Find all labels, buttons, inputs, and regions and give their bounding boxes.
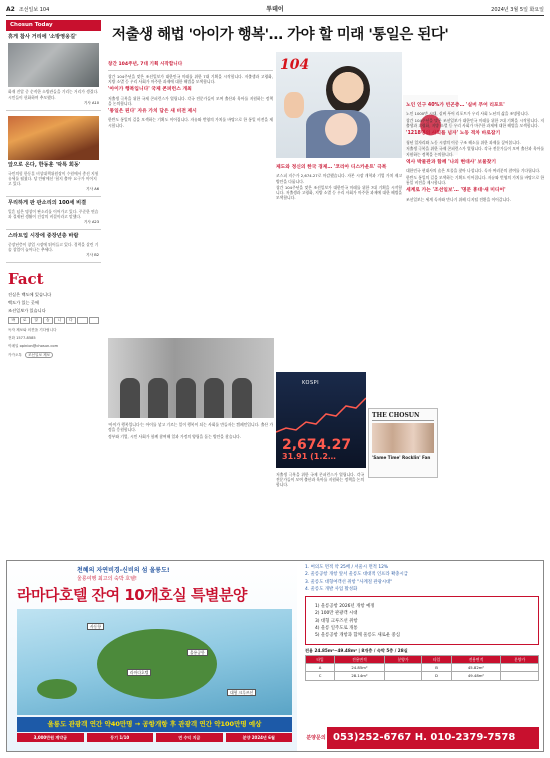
ad-details: [299, 561, 544, 752]
today-item[interactable]: [6, 111, 101, 197]
ad-map: [17, 609, 292, 715]
fact-email: 이메일 opinion@chosun.com: [8, 343, 59, 348]
hero-photo: [276, 52, 402, 158]
kospi-graphic: [276, 372, 366, 468]
table-header: 타입 전용면적 분양가 타입 전용면적 분양가: [306, 656, 539, 664]
anniversary-logo: 104: [280, 57, 310, 73]
fact-kakao: 카카오톡 조선일보 제보: [8, 352, 99, 359]
ad-highlight: 5) 울릉공항 개항과 함께 울릉도 새로운 중심: [315, 633, 400, 639]
fact-info: 독자 제보와 의견을 기다립니다: [8, 328, 57, 333]
ramada-advertisement[interactable]: [6, 560, 544, 752]
fact-char: 알: [31, 317, 42, 324]
kospi-change: 31.91 (1.2…: [282, 452, 336, 461]
kospi-label: KOSPI: [302, 380, 320, 386]
today-item-byline: 기사 B2: [86, 253, 99, 258]
ad-highlight: 3) 대형 크루즈선 취항: [315, 618, 358, 624]
ad-point: 1. 여의도 면적 약 25배 / 서울시 면적 12%: [305, 565, 389, 570]
section-heading: 제도와 정신의 한국 경제… '코리아 디스카운트' 극복: [276, 165, 387, 170]
left-column: [6, 20, 101, 555]
ad-point: 4. 울릉도 개발 사업 활성화: [305, 586, 358, 592]
fact-line: 백도가 있는 곳에: [8, 299, 39, 305]
fact-char: 다: [66, 317, 77, 324]
masthead: [6, 6, 544, 16]
today-item-photo: [8, 116, 99, 160]
map-tag: 라마다호텔: [127, 669, 151, 676]
today-item-byline: 기사 A6: [86, 186, 99, 191]
kakao-badge[interactable]: 조선일보 제보: [25, 352, 53, 359]
ad-spec: 전용 24.85m²~49.48m² | 8개층 / 숙박 5층 / 28실: [305, 647, 408, 653]
map-tag: 울릉공항: [187, 649, 208, 656]
section-heading: '통일은 된다' 자유 가치 담은 새 비전 제시: [108, 108, 197, 114]
phone-number[interactable]: 1577-8585: [16, 335, 36, 340]
phone-number[interactable]: 053)252-6767 H. 010-2379-7578: [333, 732, 516, 744]
fact-title: Fact: [8, 269, 44, 288]
fact-char: 습: [43, 317, 54, 324]
phone-label: 분양문의: [305, 727, 327, 749]
ad-feature: 분양 2024년 6월: [226, 733, 293, 742]
section-title: 투데이: [266, 6, 284, 14]
magazine-masthead: THE CHOSUN: [372, 412, 434, 421]
table-row: A 24.85m² B 45.82m²: [306, 664, 539, 672]
ad-pretitle: 천혜의 자연비경-신비의 섬 울릉도!: [77, 567, 170, 574]
today-item[interactable]: [6, 230, 101, 263]
map-tag: 사동항: [87, 623, 104, 630]
article-column-3: 노인 인구 40%가 빈곤층… '실버 푸어 리포트' 노인 1000만 시대, 실버 푸어 리포트가 우리 사회 노년의 삶을 조명합니다. 창간 104주년을 맞은 조선일보가 대한민국 미래를 위한 7대 기획을 시작합니다. 저출생과 고령화, 지방 소멸 등 우리 사회가 마주한 과제에 대한 해법을 모색합니다. '1218명의 사회를 넘자' 노동 격차 바로잡기 청년 일자리와 노동 시장의 이중 구조 해소를 위한 과제를 짚어봅니다. 저출생 극복을 위한 국제 콘퍼런스가 열립니다. 각국 전문가들이 모여 출산과 육아를 지원하는 정책을 논의합니다. 역사 박물관과 함께 '나의 현대사' 보물찾기 대한민국 현대사의 숨은 보물을 찾아 나섭니다. 독자 여러분의 참여를 기다립니다. 한반도 통일의 길을 모색하는 기획도 이어집니다. 자유와 번영의 가치를 바탕으로 한 통일 비전을 제시합니다. 세계로 가는 '조선일보'… '명문 휴대·새 미디어' 조선일보는 세계 독자와 만나기 위해 디지털 전환을 이어갑니다.: [406, 103, 544, 202]
today-item[interactable]: [6, 197, 101, 230]
today-item-byline: 기사 A10: [83, 100, 99, 105]
today-item-photo: [8, 43, 99, 87]
ad-feature-row: [17, 733, 292, 742]
archive-photo: [108, 338, 274, 418]
magazine-caption: 'Same Time' Rocklin' Fan: [372, 455, 431, 461]
page-headline: 저출생 해법 '아이가 행복'… 가야 할 미래 '통일은 된다': [112, 27, 449, 43]
fact-char-grid: [8, 317, 99, 324]
page-number: A2: [6, 6, 15, 14]
chosun-today-label: Chosun Today: [6, 20, 101, 31]
article-column-1: 창간 104주년을 맞은 조선일보가 대한민국 미래를 위한 7대 기획을 시작합니다. 저출생과 고령화, 지방 소멸 등 우리 사회가 마주한 과제에 대한 해법을 모색합니다. '아이가 행복입니다' 국제 콘퍼런스 개최 저출생 극복을 위한 국제 콘퍼런스가 열립니다. 각국 전문가들이 모여 출산과 육아를 지원하는 정책을 논의합니다. '통일은 된다' 자유 가치 담은 새 비전 제시 한반도 통일의 길을 모색하는 기획도 이어집니다. 자유와 번영의 가치를 바탕으로 한 통일 비전을 제시합니다.: [108, 74, 273, 128]
fact-char: [77, 317, 88, 324]
ad-pretitle-2: 울릉여행 최고의 숙박 호텔!: [77, 576, 137, 582]
today-item-body: 화재 진압 중 순직한 소방관들을 기리는 거리가 생겼다. 시민들이 헌화하며 추모했다.: [8, 89, 99, 100]
ad-phone-bar[interactable]: [305, 727, 539, 749]
ad-point: 3. 울릉도 대형여객선 취항 "사계절 관광시대": [305, 579, 393, 585]
article-subhead: 창간 104주년, 7대 기획 시작합니다: [108, 62, 273, 71]
fact-char: 니: [54, 317, 65, 324]
paper-name: 조선일보 104: [18, 7, 50, 14]
kospi-line: [276, 392, 366, 436]
today-item[interactable]: [6, 31, 101, 110]
today-item-byline: 기사 A23: [83, 220, 99, 225]
email-address[interactable]: opinion@chosun.com: [19, 343, 59, 348]
fact-char: 바: [8, 317, 19, 324]
kospi-value: 2,674.27: [282, 437, 352, 453]
fact-char: 로: [20, 317, 31, 324]
today-item-title: 앞으로 온다, 한동훈 '탁특 회동': [8, 161, 81, 168]
fact-line: 조선일보가 있습니다: [8, 307, 46, 313]
today-item-body: 일흔 넘은 명창이 판소리를 이어가고 있다. 꾸준한 연습과 절제된 생활이 건강의 비결이라고 말했다.: [8, 208, 99, 219]
today-item-title: 무리하게 판 판소리의 100세 비결: [8, 199, 87, 206]
today-item-title: 스타트업 시장에 중장년층 바람: [8, 232, 79, 239]
ad-points: [299, 561, 544, 593]
article-column-2b: 저출생 극복을 위한 국제 콘퍼런스가 열립니다. 각국 전문가들이 모여 출산과 육아를 지원하는 정책을 논의합니다.: [276, 472, 364, 488]
section-heading: 역사 박물관과 함께 '나의 현대사' 보물찾기: [406, 159, 497, 165]
article-column-2: 제도와 정신의 한국 경제… '코리아 디스카운트' 극복 코스피 지수가 2,674.27로 마감했습니다. 자본 시장 개혁과 기업 가치 제고 방안을 다룹니다. 창간 104주년을 맞은 조선일보가 대한민국 미래를 위한 7대 기획을 시작합니다. 저출생과 고령화, 지방 소멸 등 우리 사회가 마주한 과제에 대한 해법을 모색합니다.: [276, 165, 402, 201]
main-article: [108, 20, 544, 555]
fact-phone: 전화 1577-8585: [8, 335, 36, 340]
section-heading: '1218명의 사회를 넘자' 노동 격차 바로잡기: [406, 131, 501, 137]
ad-highlight: 1) 울릉공항 2026년 개항 예정: [315, 603, 375, 609]
ad-title: 라마다호텔 잔여 10개호실 특별분양: [17, 586, 247, 604]
ad-highlight: 2) 100만 관광객 시대: [315, 611, 358, 617]
today-item-title: 휴게 참사 거리에 '소방영웅길': [8, 34, 77, 41]
section-heading: '아이가 행복입니다' 국제 콘퍼런스 개최: [108, 87, 192, 93]
ad-feature: 연 수익 지급: [156, 733, 223, 742]
ad-feature: 등기 1/10: [87, 733, 154, 742]
ad-visual: [7, 561, 297, 752]
ad-highlight-box: [305, 596, 539, 645]
today-item-body: 중장년층이 창업 시장에 뛰어들고 있다. 경력을 살린 기술 창업이 늘어나는 추세다.: [8, 241, 99, 253]
table-row: C 28.14m² D 49.48m²: [306, 672, 539, 680]
section-heading: 노인 인구 40%가 빈곤층… '실버 푸어 리포트': [406, 103, 505, 108]
article-column-1b: '아이가 행복입니다'는 아이를 낳고 기르는 일이 행복이 되는 사회를 만들자는 캠페인입니다. 출산 가정을 응원합니다. 정부와 기업, 시민 사회가 함께 참여해 일과 가정의 양립을 돕는 방안을 찾습니다.: [108, 422, 273, 439]
fact-box: [6, 267, 101, 360]
fact-char: [89, 317, 100, 324]
today-item-body: 국민의힘 한동훈 비상대책위원장이 수원에서 총선 지원 유세를 펼쳤다. 당 안팎에선 '험지 출마' 요구가 이어지고 있다.: [8, 170, 99, 186]
ad-highlight: 4) 울릉 일주도로 개통: [315, 625, 358, 631]
ad-unit-table: [305, 655, 539, 680]
ad-tagline: 울릉도 관광객 연간 약40만명 → 공항개항 후 관광객 연간 약100만명 예상: [17, 717, 292, 732]
section-heading: 세계로 가는 '조선일보'… '명문 휴대·새 미디어': [406, 188, 506, 194]
ad-point: 2. 울릉공항 개항 앞서 울릉도 대대적 인프라 확충시급: [305, 572, 409, 578]
fact-line: 진실은 백도에 있습니다: [8, 292, 52, 298]
issue-date: 2024년 3월 5일 화요일: [491, 7, 544, 14]
map-tag: 대형 크루즈선: [227, 689, 256, 696]
ad-feature: 3,000만원 계약금: [17, 733, 84, 742]
